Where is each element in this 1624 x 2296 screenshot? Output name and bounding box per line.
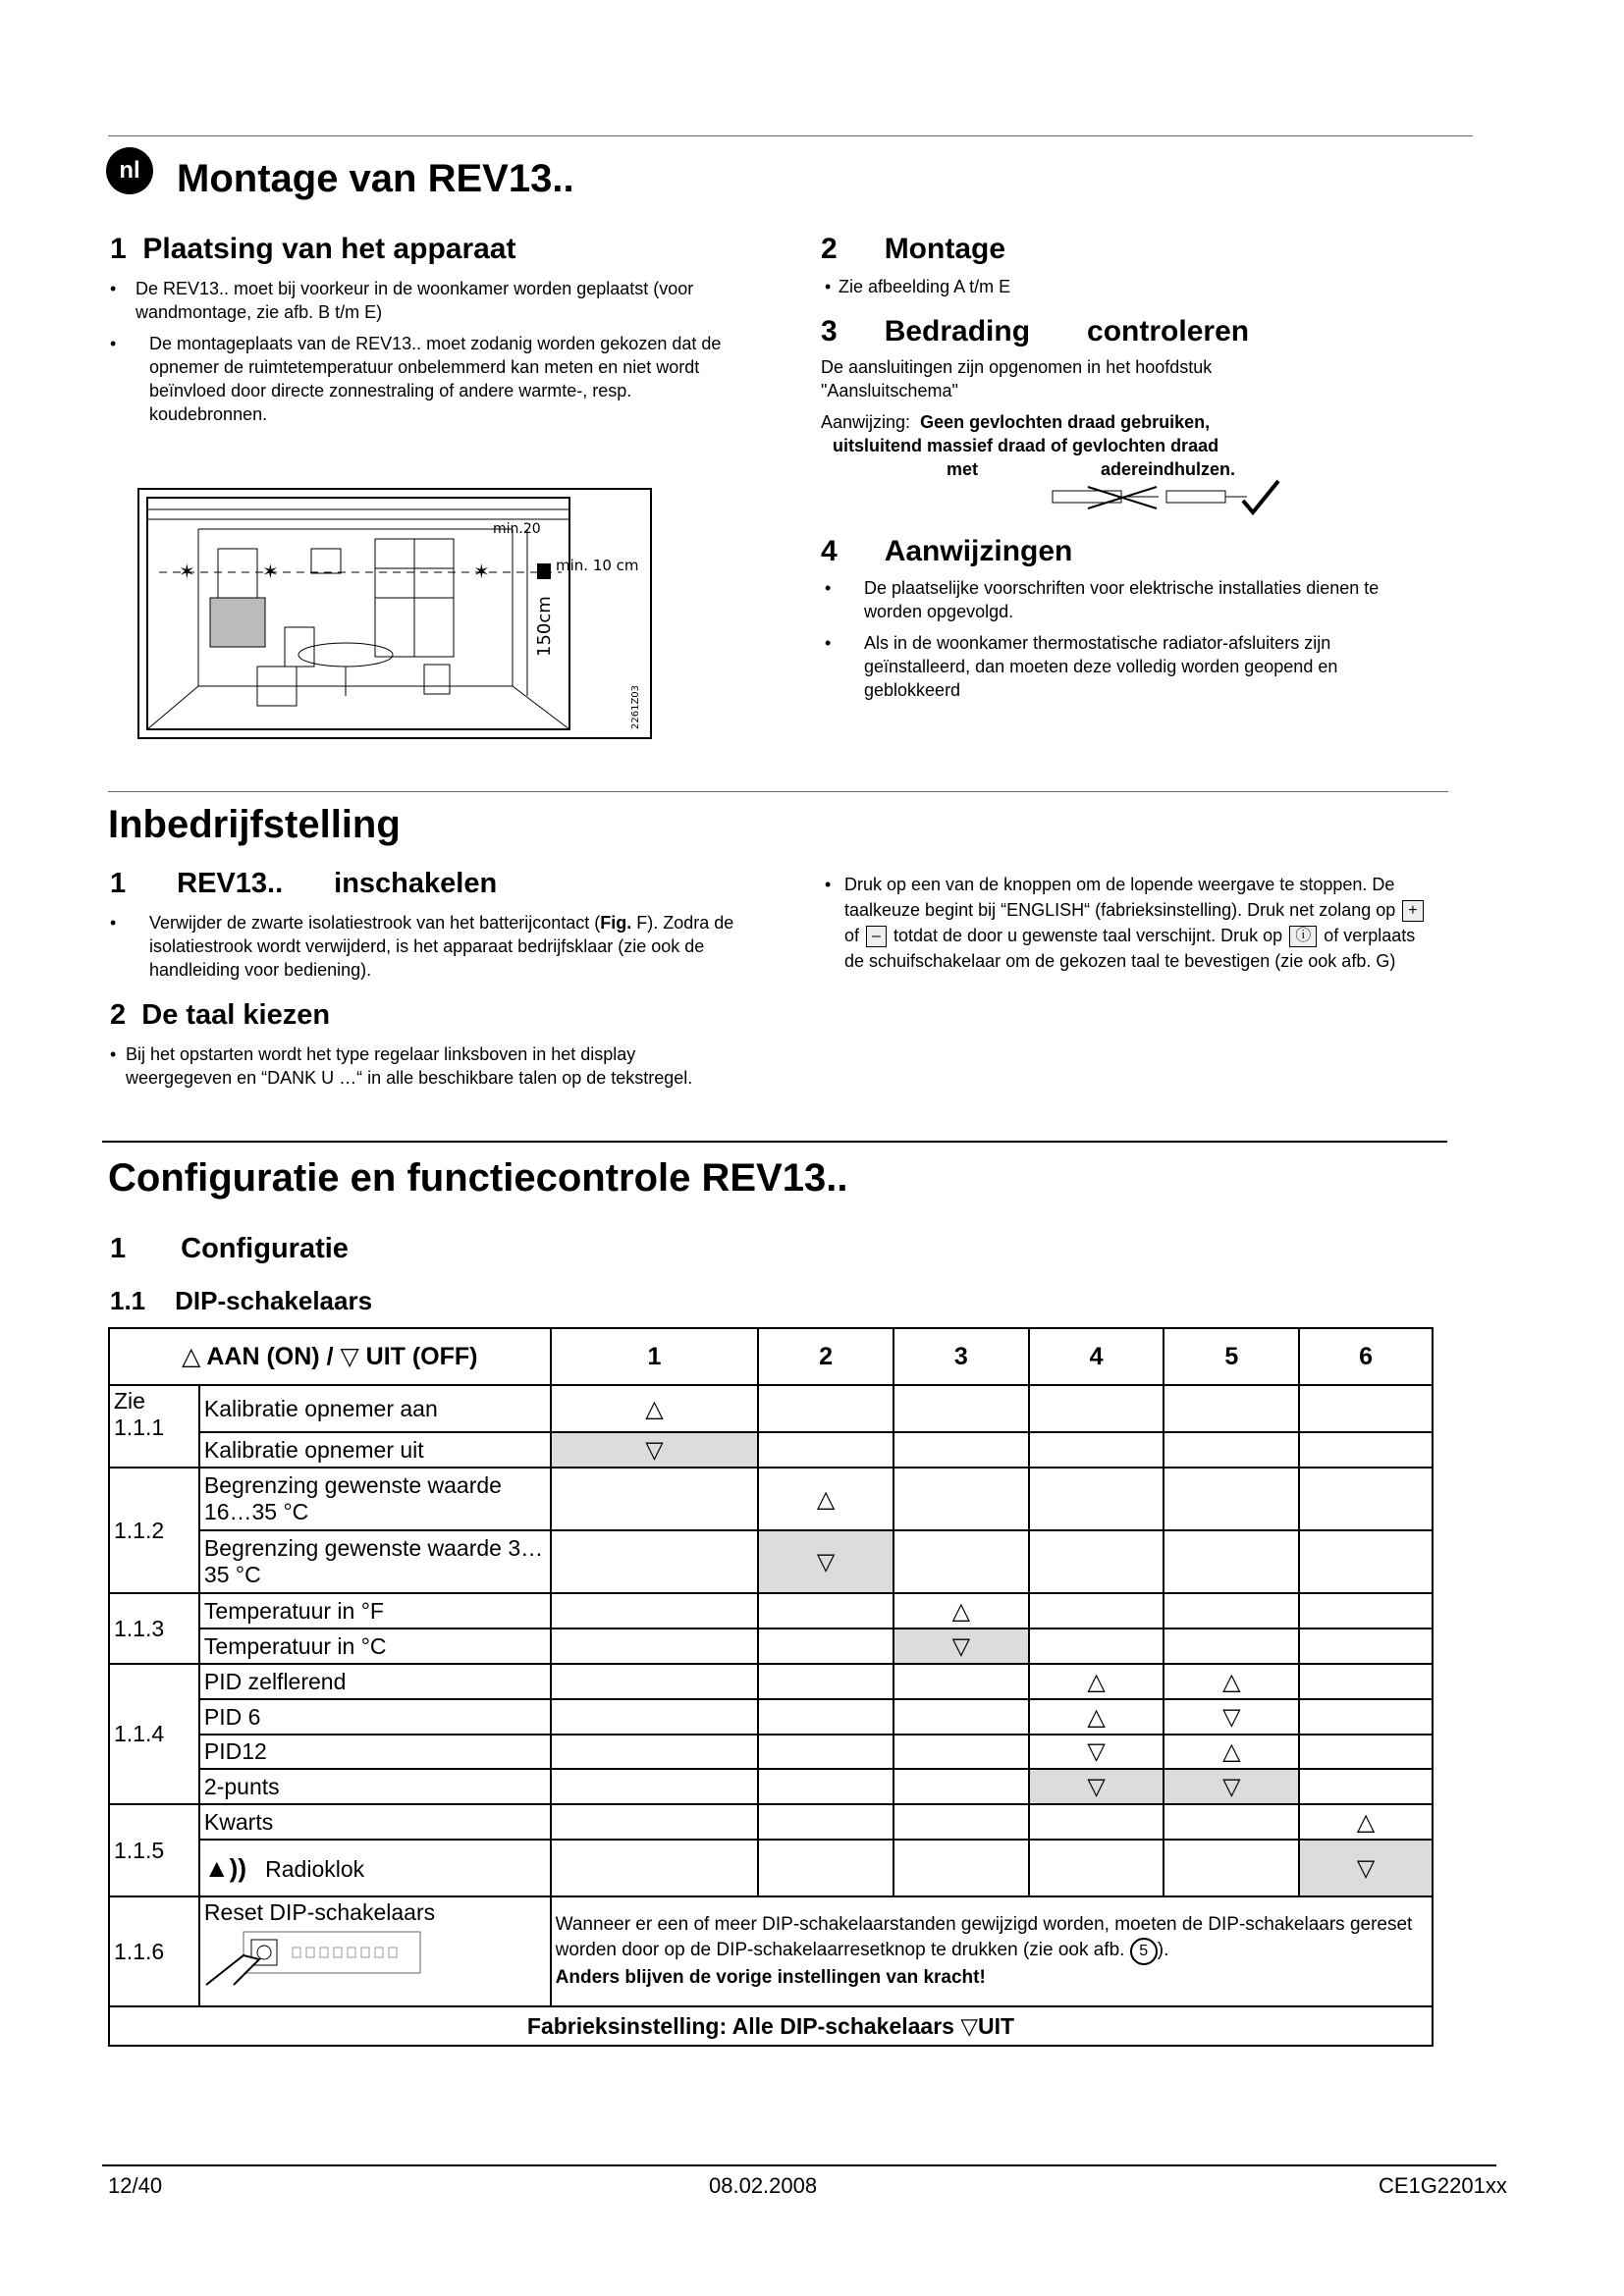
- switch-on-symbol: △: [1299, 1804, 1433, 1840]
- column-header: 6: [1299, 1328, 1433, 1385]
- row-ref: 1.1.2: [109, 1468, 199, 1593]
- section-bedrading-heading: [821, 315, 1249, 348]
- list-item: • De plaatselijke voorschriften voor elektrische installaties dienen te worden opgevolgd.: [821, 576, 1430, 623]
- table-row: [109, 1593, 1433, 1629]
- top-rule: [108, 135, 1473, 136]
- section-title: Plaatsing van het apparaat: [142, 233, 516, 265]
- inbedrijf-s1-heading: [110, 868, 497, 900]
- reset-note-close: ).: [1157, 1940, 1169, 1960]
- row-ref: 1.1.5: [109, 1804, 199, 1896]
- table-row: [109, 1769, 1433, 1804]
- table-row: [109, 1468, 1433, 1530]
- switch-on-symbol: △: [1164, 1664, 1299, 1699]
- section-number: 1: [110, 233, 127, 265]
- right-of: of: [844, 926, 860, 945]
- switch-on-symbol: △: [1029, 1664, 1164, 1699]
- row-label: PID zelflerend: [199, 1664, 551, 1699]
- row-label: Kalibratie opnemer aan: [199, 1385, 551, 1432]
- label-min20: min.20: [493, 521, 541, 537]
- section-title: De taal kiezen: [141, 999, 331, 1031]
- reset-note: [551, 1896, 1433, 2006]
- note-met: met: [947, 459, 979, 479]
- table-row: [109, 1896, 1433, 2006]
- table-header-row: [109, 1328, 1433, 1385]
- svg-text:✶: ✶: [473, 560, 490, 583]
- section-title: Montage: [884, 233, 1006, 265]
- section-number: 4: [821, 535, 838, 567]
- row-label: Kalibratie opnemer uit: [199, 1432, 551, 1468]
- reset-cell: [199, 1896, 551, 2006]
- list-item: [821, 872, 1430, 974]
- bullet-rest: F). Zodra de isolatiestrook wordt verwijderd, is het apparaat bedrijfsklaar (zie ook de handleiding voor bediening).: [149, 913, 734, 980]
- note-label: Aanwijzing:: [821, 412, 911, 432]
- config-s11-heading: [110, 1286, 372, 1316]
- inbedrijf-right-column: [821, 872, 1430, 982]
- right-totdat: totdat de door u gewenste taal verschijnt. Druk op: [893, 926, 1283, 945]
- switch-off-symbol: ▽: [551, 1432, 759, 1468]
- page-title: Montage van REV13..: [177, 157, 574, 200]
- inbedrijf-s2-heading: [110, 999, 330, 1032]
- language-badge-label: nl: [119, 157, 140, 184]
- switch-off-symbol: ▽: [893, 1629, 1029, 1664]
- wire-illustration: [1051, 479, 1286, 523]
- label-min10: min. 10 cm: [556, 557, 639, 574]
- switch-off-symbol: ▽: [1164, 1769, 1299, 1804]
- figure-code: 2261Z03: [630, 684, 641, 729]
- page-number: 12/40: [108, 2173, 163, 2198]
- row-label: PID12: [199, 1735, 551, 1769]
- table-row: [109, 1530, 1433, 1593]
- room-illustration: [139, 490, 650, 737]
- column-header: 4: [1029, 1328, 1164, 1385]
- switch-on-symbol: △: [1164, 1735, 1299, 1769]
- document-code: CE1G2201xx: [1379, 2173, 1507, 2198]
- right-rest: of verplaats de schuifschakelaar om de gekozen taal te bevestigen (zie ook afb. G): [844, 926, 1416, 971]
- section-number: 1: [110, 1233, 127, 1264]
- column-header: 5: [1164, 1328, 1299, 1385]
- reference-circle-icon: [1130, 1938, 1158, 1965]
- row-label: Temperatuur in °C: [199, 1629, 551, 1664]
- switch-on-symbol: △: [758, 1468, 893, 1530]
- switch-off-symbol: ▽: [1164, 1699, 1299, 1735]
- list-item: [106, 911, 734, 982]
- table-row: [109, 1735, 1433, 1769]
- section-title-a: REV13..: [177, 868, 284, 899]
- row-ref: 1.1.3: [109, 1593, 199, 1664]
- section-aanwijzingen-heading: [821, 535, 1072, 568]
- note-line2: uitsluitend massief draad of gevlochten draad: [833, 436, 1219, 455]
- inbedrijf-s2-bullets: [106, 1042, 734, 1097]
- row-ref: 1.1.4: [109, 1664, 199, 1804]
- note-line1: Geen gevlochten draad gebruiken,: [920, 412, 1211, 432]
- svg-text:✶: ✶: [179, 560, 195, 583]
- info-key-icon: ⓘ: [1289, 926, 1317, 947]
- row-label: Begrenzing gewenste waarde 16…35 °C: [199, 1468, 551, 1530]
- right-text-1: Druk op een van de knoppen om de lopende weergave te stoppen. De taalkeuze begint bij “ENGLISH“ (fabrieksinstelling). Druk net zolang op: [844, 875, 1396, 920]
- montage-bullets: [821, 275, 1410, 306]
- footer-rule: [102, 2164, 1496, 2166]
- column-header: 2: [758, 1328, 893, 1385]
- switch-on-symbol: △: [551, 1385, 759, 1432]
- section-rule: [102, 1141, 1447, 1143]
- room-mounting-figure: [137, 488, 652, 739]
- inbedrijf-title: Inbedrijfstelling: [108, 803, 401, 846]
- table-row: [109, 1804, 1433, 1840]
- section-number: 2: [821, 233, 838, 265]
- svg-text:✶: ✶: [262, 560, 279, 583]
- row-label: 2-punts: [199, 1769, 551, 1804]
- document-date: 08.02.2008: [709, 2173, 818, 2198]
- plaatsing-bullets: [106, 277, 744, 434]
- config-s1-heading: [110, 1233, 349, 1265]
- row-label: Kwarts: [199, 1804, 551, 1840]
- section-plaatsing-heading: [110, 233, 516, 266]
- table-row: [109, 1432, 1433, 1468]
- list-item: • Als in de woonkamer thermostatische radiator-afsluiters zijn geïnstalleerd, dan moeten deze volledig worden geopend en geblokkeerd: [821, 631, 1430, 702]
- dip-reset-illustration: [204, 1926, 430, 1987]
- section-number: 3: [821, 315, 838, 347]
- bullet-text: Verwijder de zwarte isolatiestrook van het batterijcontact (: [149, 913, 601, 933]
- section-montage-heading: [821, 233, 1005, 266]
- table-row: [109, 1664, 1433, 1699]
- row-ref: Zie 1.1.1: [109, 1385, 199, 1468]
- column-header: 1: [551, 1328, 759, 1385]
- list-item: • De montageplaats van de REV13.. moet zodanig worden gekozen dat de opnemer de ruimtetemperatuur onbelemmerd kan meten en niet wordt beïnvloed door directe zonnestraling of andere warmte-, resp. koudebronnen.: [106, 332, 744, 426]
- aanwijzingen-bullets: [821, 576, 1430, 710]
- factory-setting: Fabrieksinstelling: Alle DIP-schakelaars ▽UIT: [109, 2006, 1433, 2046]
- table-row: [109, 1699, 1433, 1735]
- list-item: • Zie afbeelding A t/m E: [821, 275, 1410, 298]
- switch-off-symbol: ▽: [1299, 1840, 1433, 1896]
- inbedrijf-s1-bullets: [106, 911, 734, 989]
- reset-note-text: Wanneer er een of meer DIP-schakelaarstanden gewijzigd worden, moeten de DIP-schakelaars gereset worden door op de DIP-schakelaarresetknop te drukken (zie ook afb.: [555, 1914, 1413, 1960]
- reference-number: 5: [1139, 1943, 1149, 1959]
- table-row: [109, 1385, 1433, 1432]
- switch-off-symbol: ▽: [1029, 1769, 1164, 1804]
- plus-key-icon: +: [1402, 900, 1423, 922]
- factory-row: [109, 2006, 1433, 2046]
- section-title-b: controleren: [1087, 315, 1250, 347]
- list-item: • Bij het opstarten wordt het type regelaar linksboven in het display weergegeven en “DANK U …“ in alle beschikbare talen op de tekstregel.: [106, 1042, 734, 1090]
- switch-on-symbol: △: [893, 1593, 1029, 1629]
- dip-switch-table: [108, 1327, 1434, 2047]
- table-row: [109, 1840, 1433, 1896]
- column-header: 3: [893, 1328, 1029, 1385]
- section-title: Configuratie: [181, 1233, 349, 1264]
- bedrading-note: [821, 410, 1331, 481]
- config-title: Configuratie en functiecontrole REV13..: [108, 1156, 848, 1200]
- row-ref: 1.1.6: [109, 1896, 199, 2006]
- row-label: Radioklok: [265, 1855, 365, 1882]
- switch-off-symbol: ▽: [758, 1530, 893, 1593]
- row-label: PID 6: [199, 1699, 551, 1735]
- row-label: Temperatuur in °F: [199, 1593, 551, 1629]
- section-number: 1: [110, 868, 127, 899]
- bedrading-text: De aansluitingen zijn opgenomen in het hoofdstuk "Aansluitschema": [821, 357, 1213, 400]
- minus-key-icon: –: [866, 926, 887, 947]
- table-row: [109, 1629, 1433, 1664]
- bullet-bold: Fig.: [600, 913, 632, 933]
- language-badge: [106, 147, 153, 194]
- switch-on-symbol: △: [1029, 1699, 1164, 1735]
- row-label: Reset DIP-schakelaars: [203, 1899, 436, 1925]
- switch-off-symbol: ▽: [1029, 1735, 1164, 1769]
- section-title-a: Bedrading: [884, 315, 1031, 347]
- radio-signal-icon: ▲)): [203, 1852, 246, 1883]
- section-number: 2: [110, 999, 127, 1031]
- row-label: Begrenzing gewenste waarde 3…35 °C: [199, 1530, 551, 1593]
- section-number: 1.1: [110, 1286, 146, 1315]
- section-title-b: inschakelen: [334, 868, 498, 899]
- section-rule: [108, 791, 1448, 792]
- row-label-radioklok: [199, 1840, 551, 1896]
- section-title: DIP-schakelaars: [175, 1286, 373, 1315]
- reset-note-bold: Anders blijven de vorige instellingen van kracht!: [555, 1967, 986, 1988]
- note-end: adereindhulzen.: [1101, 459, 1236, 479]
- list-item: • De REV13.. moet bij voorkeur in de woonkamer worden geplaatst (voor wandmontage, zie afb. B t/m E): [106, 277, 744, 324]
- label-150cm: 150cm: [534, 596, 555, 657]
- header-label: △ AAN (ON) / ▽ UIT (OFF): [109, 1328, 551, 1385]
- section-title: Aanwijzingen: [884, 535, 1073, 567]
